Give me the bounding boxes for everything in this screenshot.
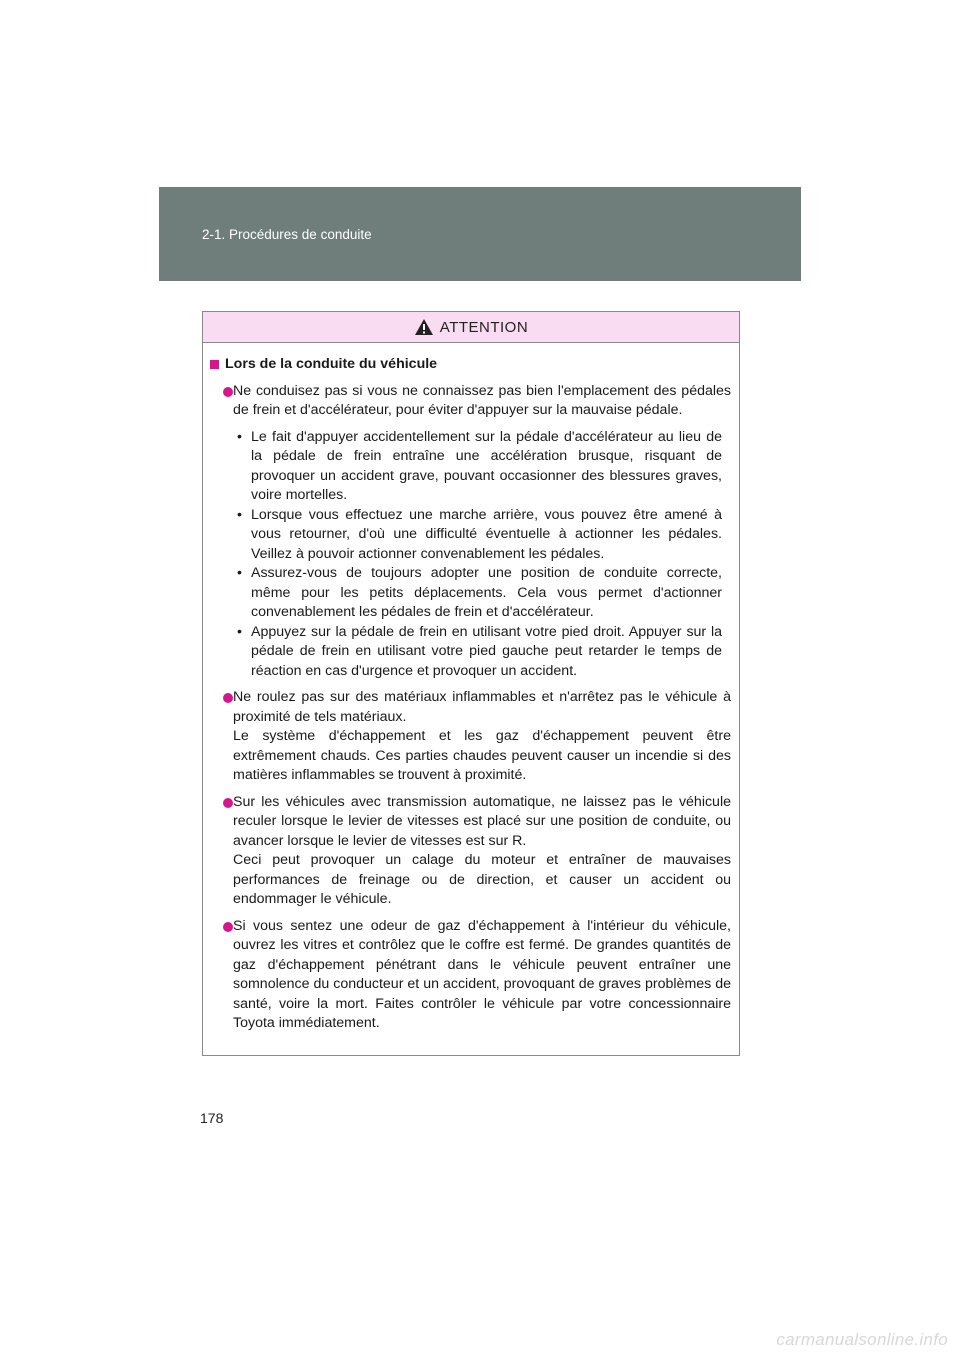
bullet-flammable	[210, 688, 731, 786]
warning-title: ATTENTION	[439, 318, 529, 336]
warning-triangle-icon	[414, 318, 434, 336]
sub-item-text: Assurez-vous de toujours adopter une position de conduite correcte, même pour les petits déplacements. Cela vous permet d'actionner convenablement les pédales de frein et d'accélérateur.	[251, 565, 722, 620]
sub-bullet-icon: •	[237, 428, 242, 445]
sub-item	[233, 623, 731, 682]
section-header-bar	[159, 187, 801, 281]
bullet-text: Le système d'échappement et les gaz d'échappement peuvent être extrêmement chauds. Ces parties chaudes peuvent causer un incendie si des matières inflammables se trouvent à proximité.	[233, 728, 731, 783]
sub-bullet-icon: •	[237, 506, 242, 523]
sub-item	[233, 428, 731, 506]
sub-item	[233, 564, 731, 623]
bullet-dot-icon	[223, 922, 233, 932]
bullet-dot-icon	[223, 798, 233, 808]
sub-bullet-icon: •	[237, 565, 242, 581]
sub-bullet-icon: •	[237, 623, 242, 640]
bullet-text: Ne conduisez pas si vous ne connaissez pas bien l'emplacement des pédales de frein et d'accélérateur, pour éviter d'appuyer sur la mauvaise pédale.	[233, 382, 731, 418]
warning-section-title	[210, 355, 731, 375]
page-number: 178	[200, 1110, 224, 1126]
bullet-exhaust	[210, 917, 731, 1034]
warning-box	[202, 311, 740, 1056]
bullet-text: Si vous sentez une odeur de gaz d'échappement à l'intérieur du véhicule, ouvrez les vitres et contrôlez que le coffre est fermé. De grandes quantités de gaz d'échappement pénétrant dans le véhicule peuvent entraîner une somnolence du conducteur et un accident, provoquant de graves problèmes de santé, voire la mort. Faites contrôler le véhicule par votre concessionnaire Toyota immédiatement.	[233, 917, 731, 1031]
section-title: 2-1. Procédures de conduite	[202, 227, 372, 242]
warning-header	[203, 312, 739, 343]
sub-item-text: Appuyez sur la pédale de frein en utilisant votre pied droit. Appuyer sur la pédale de frein en utilisant votre pied gauche peut retarder le temps de réaction en cas d'urgence et provoquer un accident.	[251, 623, 722, 679]
bullet-pedals	[210, 382, 731, 682]
bullet-text: Ne roulez pas sur des matériaux inflammables et n'arrêtez pas le véhicule à proximité de tels matériaux.	[233, 689, 731, 725]
bullet-dot-icon	[223, 693, 233, 703]
watermark: carmanualsonline.info	[776, 1330, 948, 1349]
square-bullet-icon	[210, 360, 219, 369]
sub-item	[233, 506, 731, 565]
bullet-text: Sur les véhicules avec transmission automatique, ne laissez pas le véhicule reculer lorsque le levier de vitesses est placé sur une position de conduite, ou avancer lorsque le levier de vitesses est sur R.	[233, 793, 731, 849]
sub-list	[233, 428, 731, 682]
bullet-text: Ceci peut provoquer un calage du moteur et entraîner de mauvaises performances de freinage ou de direction, et causer un accident ou endommager le véhicule.	[233, 852, 731, 907]
warning-content	[203, 343, 739, 1034]
sub-item-text: Le fait d'appuyer accidentellement sur la pédale d'accélérateur au lieu de la pédale de frein entraîne une accélération brusque, risquant de provoquer un accident grave, pouvant occasionner des blessures graves, voire mortelles.	[251, 428, 722, 503]
bullet-transmission	[210, 793, 731, 910]
bullet-dot-icon	[223, 387, 233, 397]
sub-item-text: Lorsque vous effectuez une marche arrière, vous pouvez être amené à vous retourner, d'où une difficulté éventuelle à actionner les pédales. Veillez à pouvoir actionner convenablement les pédales.	[251, 506, 722, 562]
section-title-text: Lors de la conduite du véhicule	[225, 356, 438, 372]
